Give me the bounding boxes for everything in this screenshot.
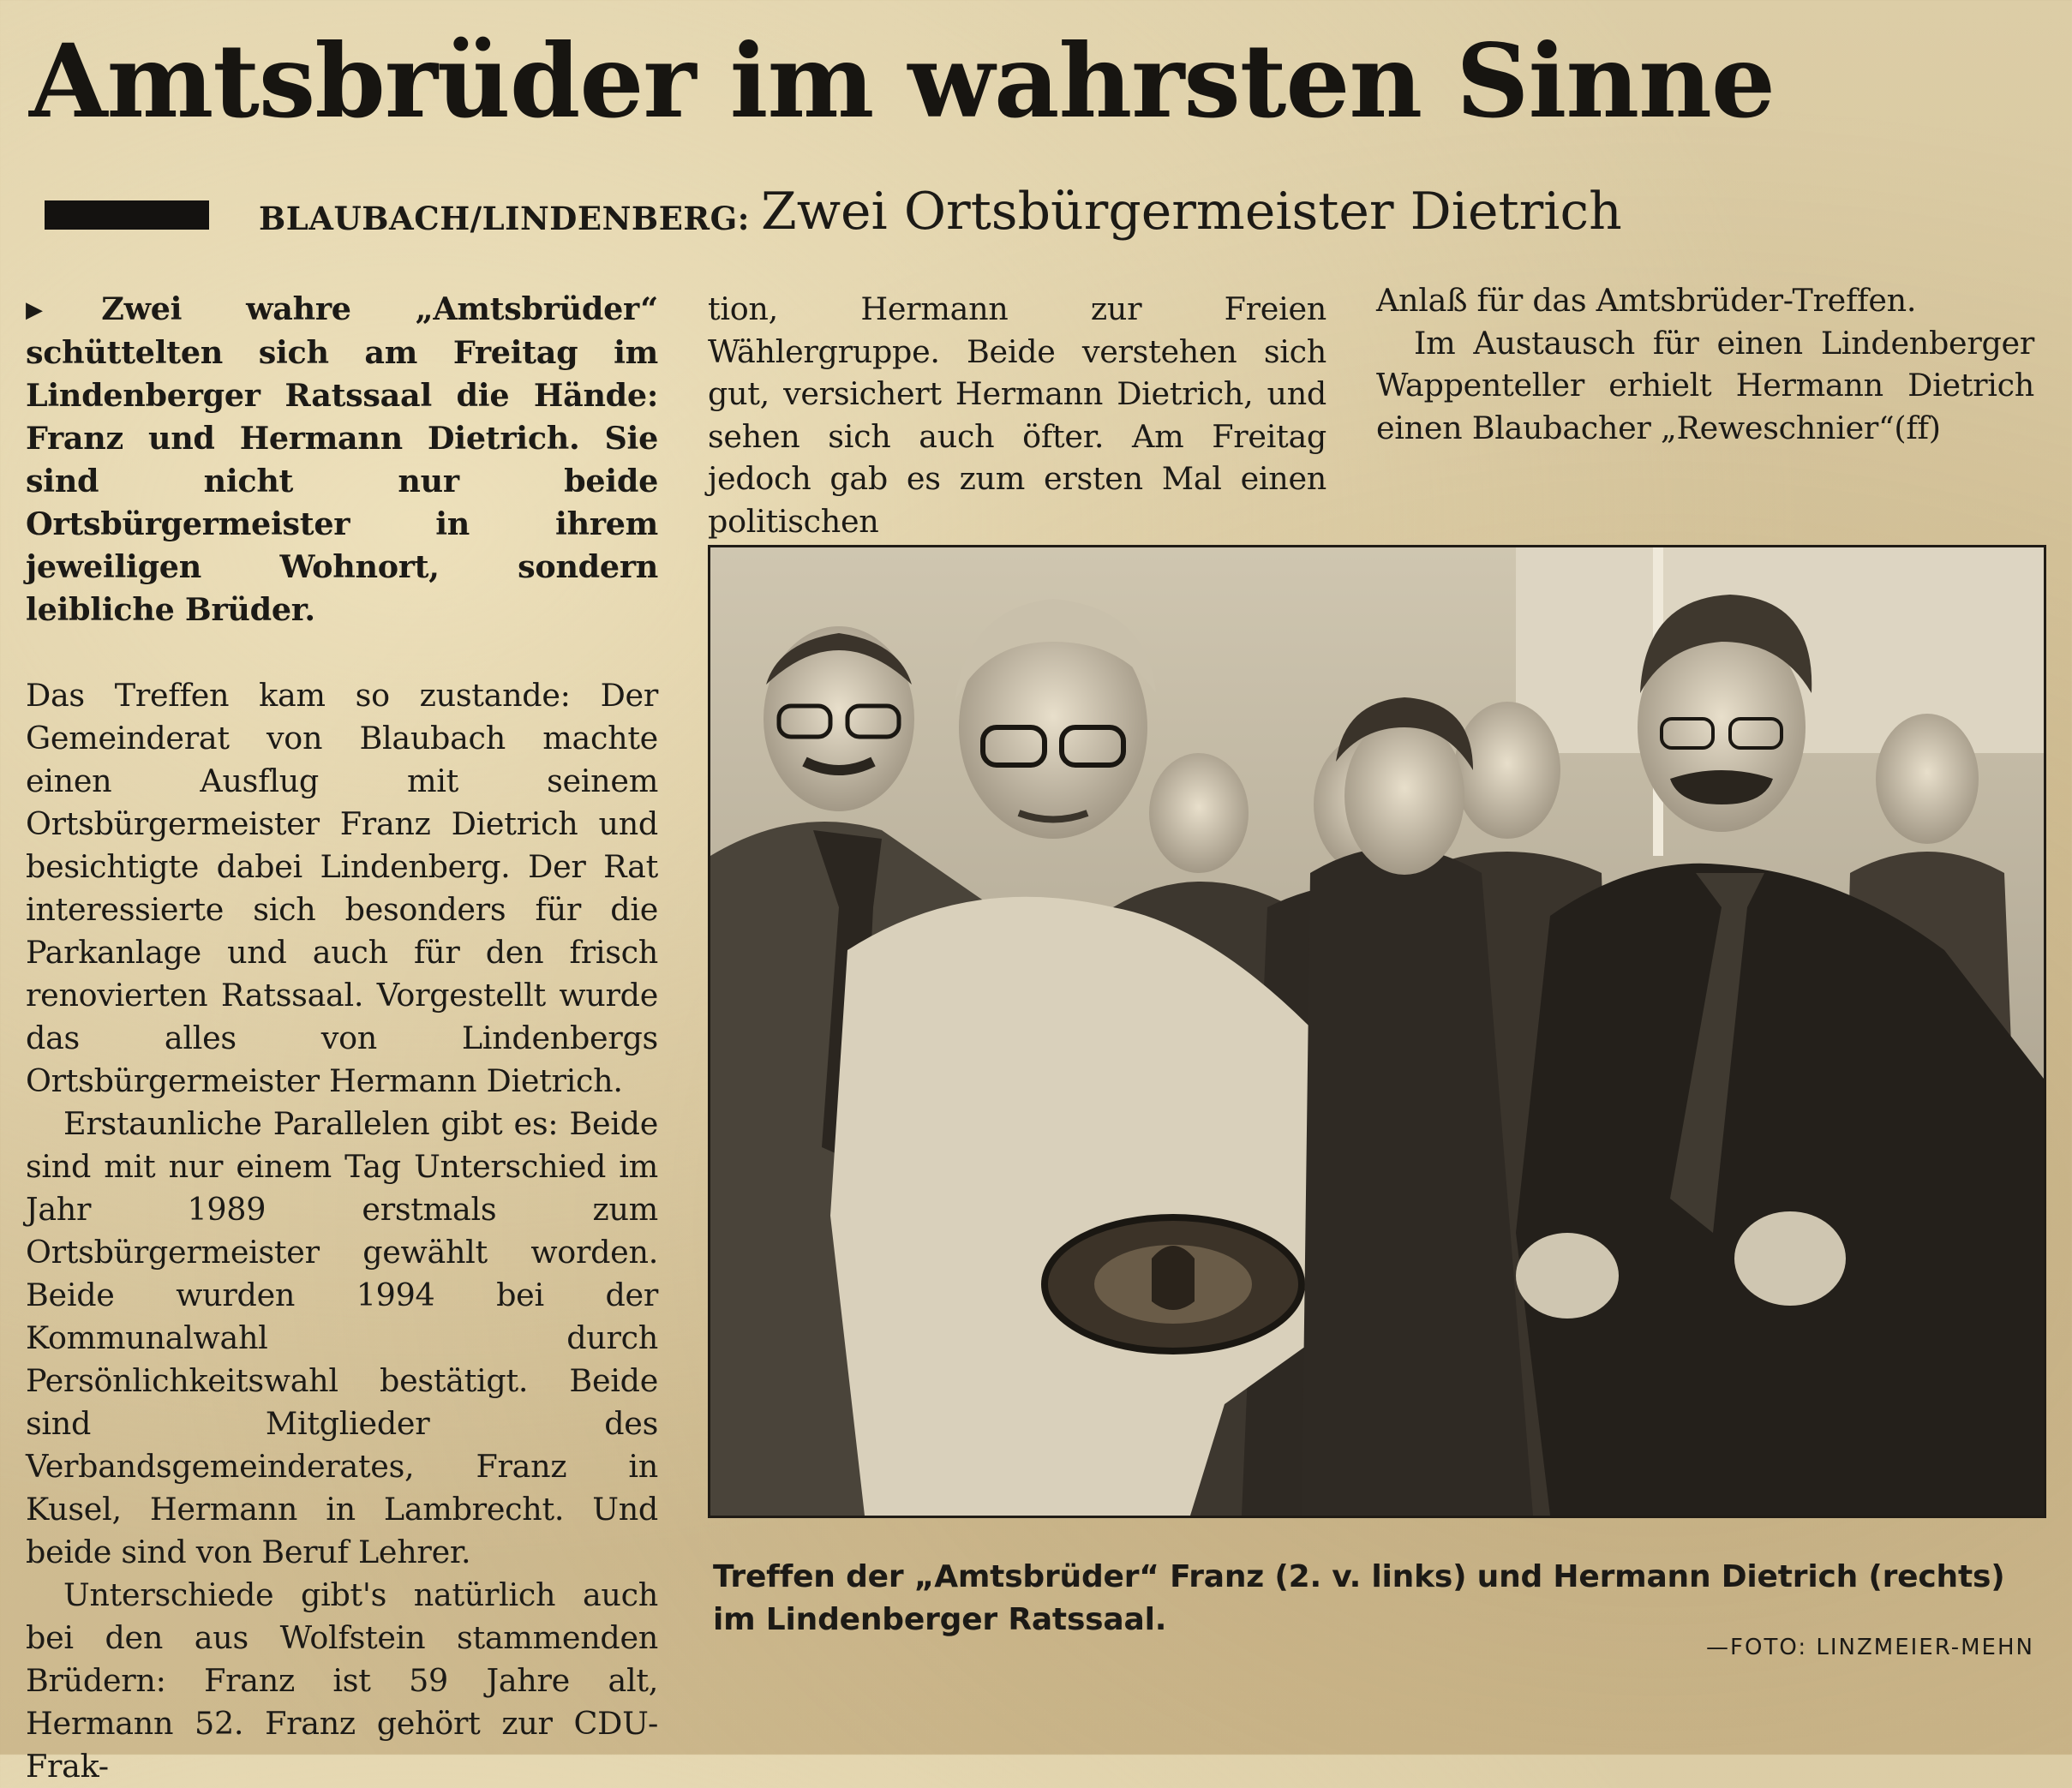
article-column-3 bbox=[1376, 279, 2034, 449]
paragraph-gap bbox=[26, 631, 658, 674]
article-column-2 bbox=[708, 288, 1326, 542]
headline: Amtsbrüder im wahrsten Sinne bbox=[29, 21, 1775, 141]
lead-paragraph bbox=[26, 288, 658, 631]
triangle-right-icon: ▶ bbox=[26, 297, 97, 323]
photo-credit: —FOTO: LINZMEIER-MEHN bbox=[1706, 1635, 2034, 1660]
kicker-bar bbox=[45, 200, 209, 230]
subheadline: Zwei Ortsbürgermeister Dietrich bbox=[761, 182, 1622, 242]
body-paragraph: Das Treffen kam so zustande: Der Gemeinderat von Blaubach machte einen Ausflug mit seinem Ortsbürgermeister Franz Dietrich und besichtigte dabei Lindenberg. Der Rat interessierte sich besonders für die Parkanlage und auch für den frisch renovierten Ratssaal. Vorgestellt wurde das alles von Lindenbergs Ortsbürgermeister Hermann Dietrich. bbox=[26, 677, 658, 1099]
body-paragraph: tion, Hermann zur Freien Wählergruppe. Beide verstehen sich gut, versichert Hermann Dietrich, und sehen sich auch öfter. Am Freitag jedoch gab es zum ersten Mal einen politischen bbox=[708, 290, 1326, 540]
article-column-1 bbox=[26, 288, 658, 1788]
news-photo bbox=[708, 545, 2046, 1518]
body-paragraph: Im Austausch für einen Lindenberger Wappenteller erhielt Hermann Dietrich einen Blaubacher „Reweschnier“(ff) bbox=[1376, 324, 2034, 446]
body-paragraph: Erstaunliche Parallelen gibt es: Beide sind mit nur einem Tag Unterschied im Jahr 1989 erstmals zum Ortsbürgermeister gewählt worden. Beide wurden 1994 bei der Kommunalwahl durch Persönlichkeitswahl bestätigt. Beide sind Mitglieder des Verbandsgemeinderates, Franz in Kusel, Hermann in Lambrecht. Und beide sind von Beruf Lehrer. bbox=[26, 1105, 658, 1570]
dateline: BLAUBACH/LINDENBERG: bbox=[259, 200, 750, 237]
lead-text: Zwei wahre „Amtsbrüder“ schüttelten sich am Freitag im Lindenberger Ratssaal die Hände: Franz und Hermann Dietrich. Sie sind nicht nur beide Ortsbürgermeister in ihrem jeweiligen Wohnort, sondern leibliche Brüder. bbox=[26, 290, 659, 628]
photo-caption: Treffen der „Amtsbrüder“ Franz (2. v. links) und Hermann Dietrich (rechts) im Lindenberger Ratssaal. bbox=[713, 1559, 2005, 1637]
body-paragraph: Anlaß für das Amtsbrüder-Treffen. bbox=[1376, 282, 1917, 319]
body-paragraph: Unterschiede gibt's natürlich auch bei den aus Wolfstein stammenden Brüdern: Franz ist 59 Jahre alt, Hermann 52. Franz gehört zur CDU-Frak- bbox=[26, 1576, 658, 1785]
photo-illustration bbox=[710, 547, 2044, 1516]
